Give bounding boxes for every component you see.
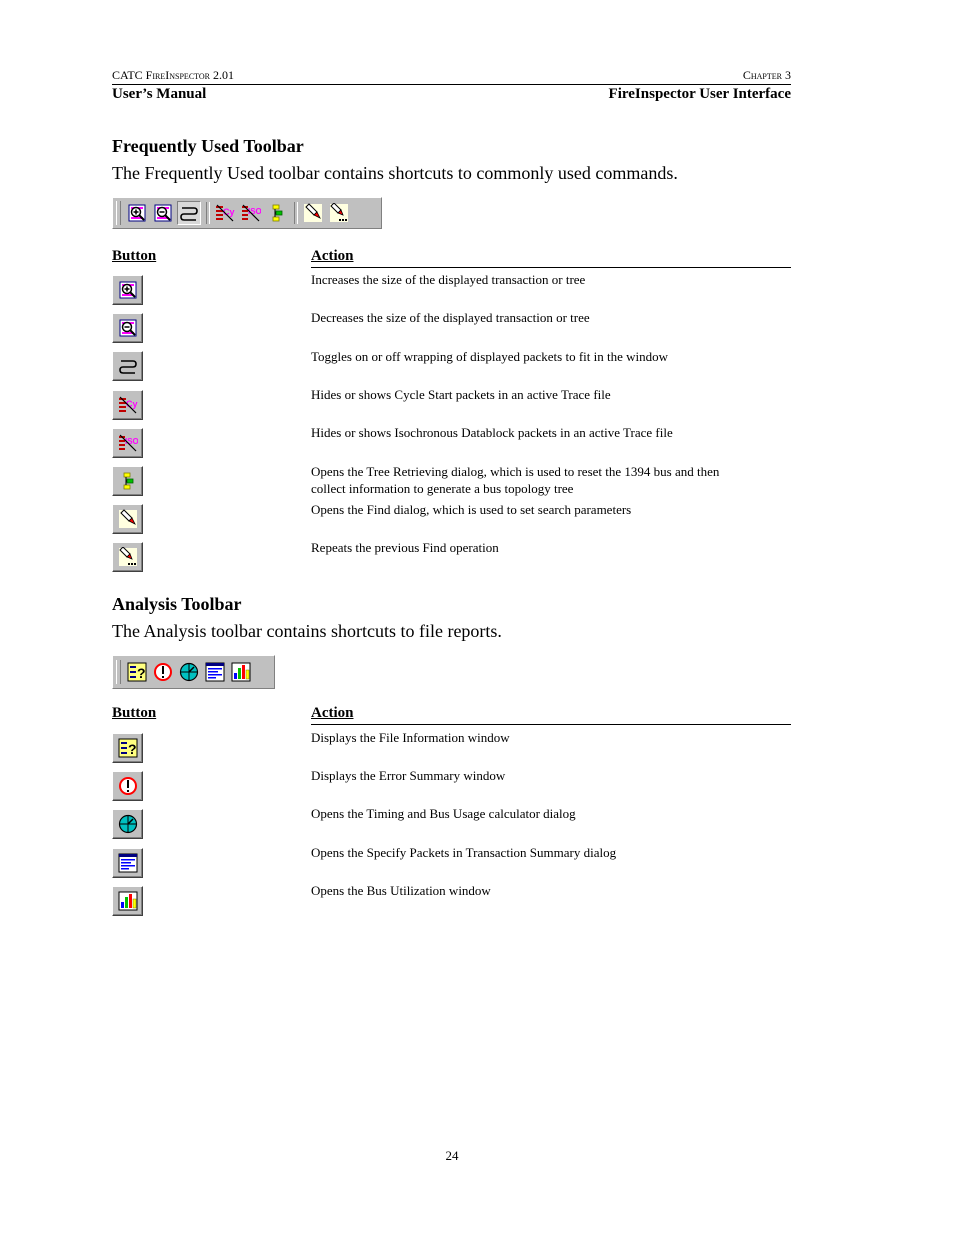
hide-iso-icon — [118, 433, 138, 453]
zoom-out-icon — [118, 318, 138, 338]
file-info-icon — [118, 738, 138, 758]
zoom-in-button[interactable] — [112, 275, 143, 305]
action-description: Displays the File Information window — [311, 730, 510, 745]
timing-icon — [118, 814, 138, 834]
transaction-summary-button[interactable] — [112, 848, 143, 878]
section-description-frequently-used: The Frequently Used toolbar contains shortcuts to commonly used commands. — [112, 163, 678, 183]
action-description: Repeats the previous Find operation — [311, 540, 499, 555]
toolbar-hide-cycle-start-button[interactable] — [213, 201, 237, 225]
file-info-icon — [127, 662, 147, 682]
find-icon — [118, 509, 138, 529]
action-description: Hides or shows Cycle Start packets in an active Trace file — [311, 387, 611, 402]
toolbar-bus-utilization-button[interactable] — [229, 660, 253, 684]
column-header-button: Button — [112, 248, 157, 264]
find-next-icon — [118, 547, 138, 567]
toolbar-timing-button[interactable] — [177, 660, 201, 684]
column-header-button: Button — [112, 705, 157, 721]
action-description: Opens the Bus Utilization window — [311, 883, 491, 898]
transaction-summary-icon — [205, 662, 225, 682]
hide-iso-button[interactable] — [112, 428, 143, 458]
zoom-in-icon — [118, 280, 138, 300]
column-header-rule — [311, 267, 791, 268]
action-description: Hides or shows Isochronous Datablock packets in an active Trace file — [311, 425, 673, 440]
error-summary-icon — [118, 776, 138, 796]
toolbar-file-info-button[interactable] — [125, 660, 149, 684]
toolbar-hide-iso-button[interactable] — [239, 201, 263, 225]
bus-utilization-icon — [231, 662, 251, 682]
header-chapter: Chapter 3 — [742, 68, 791, 82]
section-title-analysis: Analysis Toolbar — [112, 594, 242, 614]
column-header-rule — [311, 724, 791, 725]
find-button[interactable] — [112, 504, 143, 534]
find-next-button[interactable] — [112, 542, 143, 572]
hide-cycle-start-icon — [118, 395, 138, 415]
toolbar-transaction-summary-button[interactable] — [203, 660, 227, 684]
action-description: Increases the size of the displayed transaction or tree — [311, 272, 586, 287]
header-product: CATC FireInspector 2.01 — [112, 68, 235, 82]
section-description-analysis: The Analysis toolbar contains shortcuts to file reports. — [112, 621, 502, 641]
toolbar-separator — [206, 202, 210, 224]
timing-icon — [179, 662, 199, 682]
timing-button[interactable] — [112, 809, 143, 839]
wrap-icon — [179, 203, 199, 223]
toolbar-find-next-button[interactable] — [327, 201, 351, 225]
toolbar-zoom-in-button[interactable] — [125, 201, 149, 225]
action-description: Decreases the size of the displayed transaction or tree — [311, 310, 590, 325]
header-manual-title: User’s Manual — [112, 86, 207, 102]
find-next-icon — [329, 203, 349, 223]
action-description: Toggles on or off wrapping of displayed packets to fit in the window — [311, 349, 669, 364]
action-description: Displays the Error Summary window — [311, 768, 506, 783]
error-summary-icon — [153, 662, 173, 682]
wrap-icon — [118, 356, 138, 376]
section-title-frequently-used: Frequently Used Toolbar — [112, 136, 304, 156]
analysis-toolbar — [112, 655, 275, 689]
file-info-button[interactable] — [112, 733, 143, 763]
toolbar-zoom-out-button[interactable] — [151, 201, 175, 225]
tree-retrieve-button[interactable] — [112, 466, 143, 496]
zoom-in-icon — [127, 203, 147, 223]
toolbar-tree-retrieve-button[interactable] — [265, 201, 289, 225]
tree-retrieve-icon — [267, 203, 287, 223]
zoom-out-button[interactable] — [112, 313, 143, 343]
transaction-summary-icon — [118, 853, 138, 873]
find-icon — [303, 203, 323, 223]
zoom-out-icon — [153, 203, 173, 223]
frequently-used-toolbar — [112, 197, 382, 229]
toolbar-separator — [294, 202, 298, 224]
page-number: 24 — [445, 1148, 459, 1163]
bus-utilization-button[interactable] — [112, 886, 143, 916]
action-description: Opens the Tree Retrieving dialog, which is used to reset the 1394 bus and then collect information to generate a bus topology tree — [311, 464, 720, 496]
toolbar-find-button[interactable] — [301, 201, 325, 225]
bus-utilization-icon — [118, 891, 138, 911]
hide-cycle-start-icon — [215, 203, 235, 223]
tree-retrieve-icon — [118, 471, 138, 491]
toolbar-wrap-button[interactable] — [177, 201, 201, 225]
column-header-action: Action — [311, 705, 354, 721]
wrap-button[interactable] — [112, 351, 143, 381]
error-summary-button[interactable] — [112, 771, 143, 801]
header-rule — [112, 84, 791, 85]
toolbar-grip[interactable] — [116, 201, 121, 225]
header-chapter-title: FireInspector User Interface — [608, 86, 791, 102]
action-description: Opens the Specify Packets in Transaction Summary dialog — [311, 845, 617, 860]
action-description: Opens the Timing and Bus Usage calculator dialog — [311, 806, 576, 821]
toolbar-grip[interactable] — [116, 660, 121, 684]
hide-iso-icon — [241, 203, 261, 223]
toolbar-error-summary-button[interactable] — [151, 660, 175, 684]
hide-cycle-start-button[interactable] — [112, 390, 143, 420]
column-header-action: Action — [311, 248, 354, 264]
action-description: Opens the Find dialog, which is used to set search parameters — [311, 502, 632, 517]
